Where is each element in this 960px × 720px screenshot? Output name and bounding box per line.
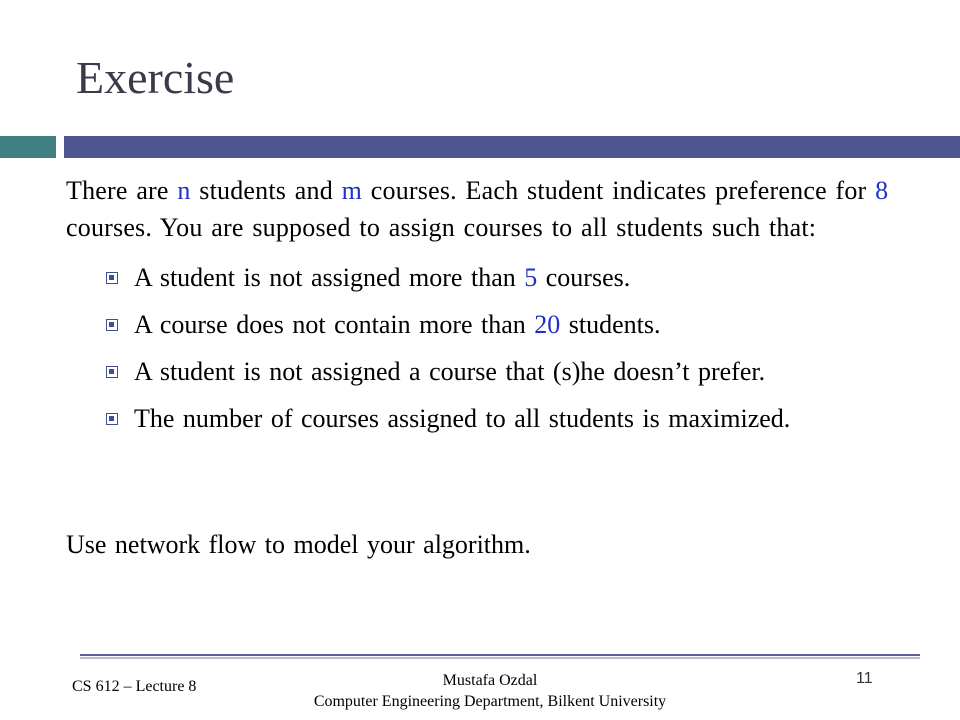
intro-text: students and [190, 176, 342, 205]
bullet-text: A student is not assigned more than [134, 263, 525, 292]
intro-text: There are [66, 176, 178, 205]
footer-divider [80, 654, 920, 656]
footer-course: CS 612 – Lecture 8 [72, 678, 197, 695]
footer-department: Computer Engineering Department, Bilkent University [313, 693, 667, 710]
footer-author: Mustafa Ozdal [442, 672, 538, 689]
bullet-text: A course does not contain more than [134, 310, 535, 339]
bullet-text: courses. [537, 263, 631, 292]
square-bullet-icon [106, 366, 118, 378]
intro-paragraph [66, 172, 926, 246]
title-bar-accent [0, 136, 56, 158]
list-item [104, 301, 926, 348]
footer-author-block [260, 670, 720, 712]
title-bar [64, 136, 960, 158]
list-item [104, 348, 926, 395]
slide-body [66, 172, 926, 442]
highlight-number: 20 [534, 310, 561, 339]
highlight-number: 5 [524, 263, 538, 292]
constraint-list [66, 254, 926, 442]
list-item [104, 395, 926, 442]
highlight-n: n [177, 176, 191, 205]
intro-text: courses. You are supposed to assign courses to all students such that: [66, 213, 817, 242]
square-bullet-icon [106, 319, 118, 331]
bullet-text: students. [560, 310, 661, 339]
square-bullet-icon [106, 272, 118, 284]
bullet-text: The number of courses assigned to all students is maximized. [134, 404, 791, 433]
highlight-m: m [341, 176, 363, 205]
page-number: 11 [856, 670, 873, 687]
bullet-text: A student is not assigned a course that (s)he doesn’t prefer. [134, 357, 766, 386]
highlight-eight: 8 [875, 176, 889, 205]
square-bullet-icon [106, 413, 118, 425]
list-item [104, 254, 926, 301]
slide-title: Exercise [76, 52, 235, 103]
footer-divider-shadow [80, 657, 920, 659]
closing-text: Use network flow to model your algorithm. [66, 530, 531, 559]
intro-text: courses. Each student indicates preference for [362, 176, 876, 205]
